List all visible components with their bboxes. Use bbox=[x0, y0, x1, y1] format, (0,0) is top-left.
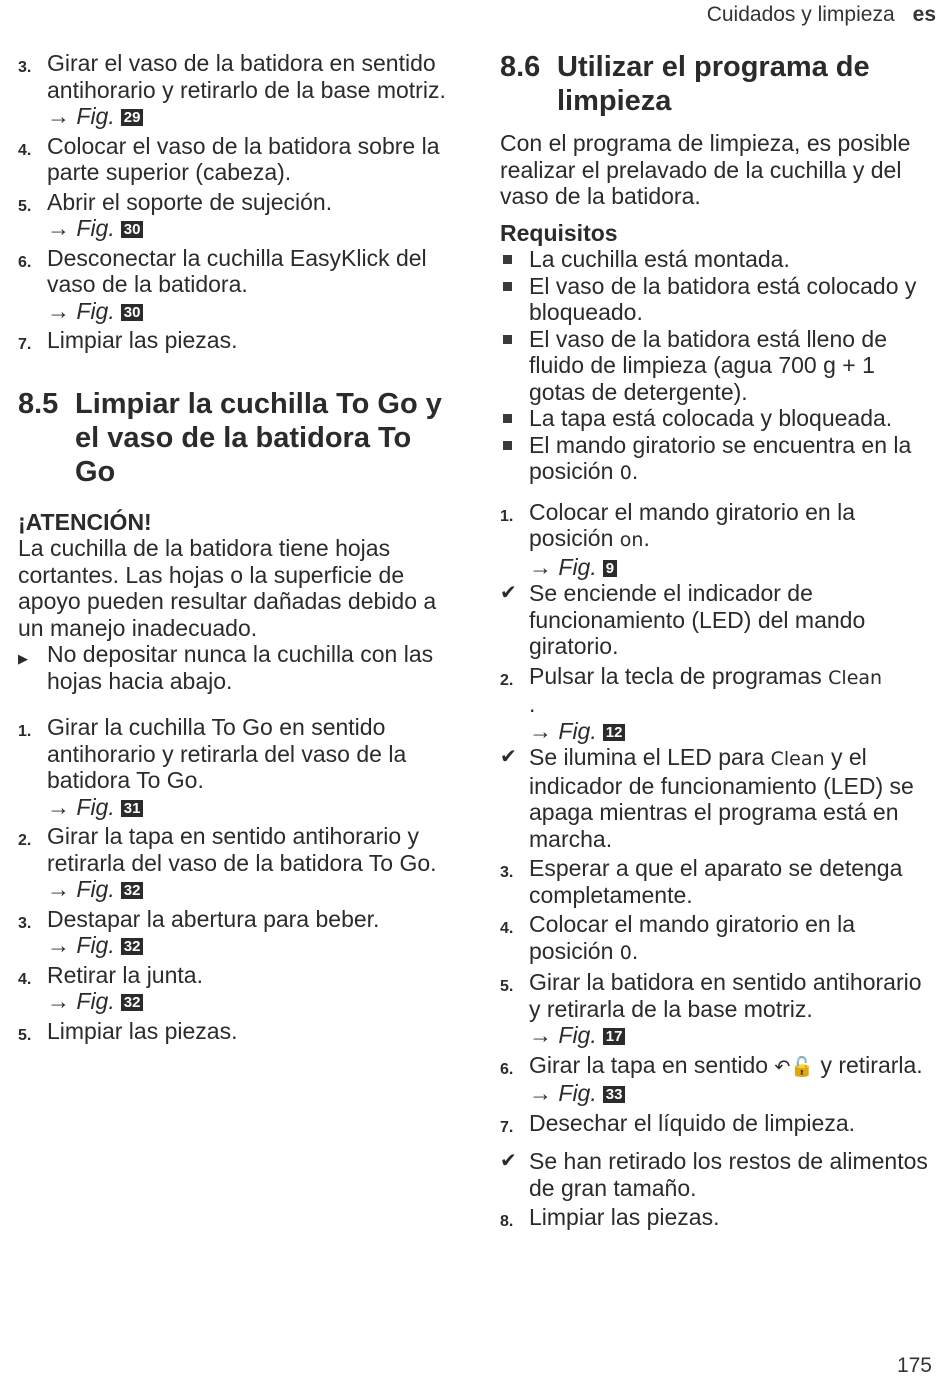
result-item bbox=[500, 1148, 932, 1201]
square-bullet-icon bbox=[500, 405, 529, 432]
step-number: 6. bbox=[500, 1060, 514, 1078]
figure-reference: → Fig. 17 bbox=[529, 1022, 625, 1048]
intro-paragraph: Con el programa de limpieza, es posible realizar el prelavado de la cuchilla y del vaso de la batidora. bbox=[500, 130, 911, 209]
figure-number-badge: 33 bbox=[603, 1086, 626, 1103]
step-text: Colocar el mando giratorio en la posición bbox=[529, 498, 856, 551]
triangle-bullet-icon: ▶ bbox=[18, 651, 28, 666]
checkmark-icon: ✔ bbox=[500, 582, 517, 604]
square-bullet-icon bbox=[500, 326, 529, 406]
figure-number-badge: 29 bbox=[121, 109, 144, 126]
step-number: 7. bbox=[18, 336, 32, 353]
step-text: Destapar la abertura para beber. bbox=[47, 905, 380, 932]
step-number: 4. bbox=[500, 920, 514, 937]
section-heading bbox=[18, 387, 453, 489]
step-text: Retirar la junta. bbox=[47, 961, 203, 988]
result-item: ✔ Se ilumina el LED para Clean y el indicador de funcionamiento (LED) se apaga mientras el programa está en marcha. bbox=[500, 744, 914, 852]
step-text: Limpiar las piezas. bbox=[529, 1204, 720, 1230]
checkmark-icon: ✔ bbox=[500, 746, 517, 768]
result-text: Se han retirado los restos de alimentos de gran tamaño. bbox=[529, 1148, 928, 1201]
step-item bbox=[18, 189, 453, 242]
requirement-text: La tapa está colocada y bloqueada. bbox=[529, 405, 893, 431]
step-item bbox=[18, 823, 453, 903]
right-column bbox=[500, 50, 932, 1236]
step-number: 8. bbox=[500, 1213, 514, 1230]
figure-reference: → Fig. 29 bbox=[47, 103, 143, 129]
step-text: Girar el vaso de la batidora en sentido antihorario y retirarlo de la base motriz. bbox=[47, 50, 446, 103]
figure-reference: → Fig. 9 bbox=[529, 554, 617, 580]
step-text: Girar la batidora en sentido antihorario y retirarla de la base motriz. bbox=[529, 969, 922, 1022]
figure-number-badge: 17 bbox=[603, 1028, 626, 1045]
figure-reference: → Fig. 31 bbox=[47, 794, 143, 820]
step-item: 2. Pulsar la tecla de programas Clean . → Fig. 12 bbox=[500, 662, 883, 744]
step-number: 6. bbox=[18, 253, 32, 271]
program-key-code: Clean bbox=[828, 666, 883, 689]
step-item bbox=[18, 327, 453, 359]
requirement-item: El mando giratorio se encuentra en la posición 0. bbox=[500, 432, 932, 487]
requirement-text: La cuchilla está montada. bbox=[529, 246, 790, 272]
step-text: Girar la cuchilla To Go en sentido antihorario y retirarla del vaso de la batidora To Go. bbox=[47, 714, 407, 793]
step-text: Esperar a que el aparato se detenga completamente. bbox=[529, 855, 903, 908]
step-text: Girar la tapa en sentido antihorario y retirarla del vaso de la batidora To Go. bbox=[47, 823, 437, 876]
running-header bbox=[707, 3, 936, 27]
requirement-item bbox=[500, 326, 932, 406]
requirement-item bbox=[500, 246, 932, 273]
section-number: 8.5 bbox=[18, 387, 59, 420]
step-number: 2. bbox=[18, 832, 32, 849]
step-number: 5. bbox=[500, 978, 514, 995]
position-code: on bbox=[619, 529, 644, 551]
requirement-text: El mando giratorio se encuentra en la posición bbox=[529, 431, 912, 484]
warning-text: La cuchilla de la batidora tiene hojas cortantes. Las hojas o la superficie de apoyo pueden resultar dañadas debido a un manejo inadecuado. bbox=[18, 535, 437, 641]
step-number: 1. bbox=[500, 507, 514, 525]
step-text: Desechar el líquido de limpieza. bbox=[529, 1109, 856, 1136]
figure-number-badge: 9 bbox=[603, 560, 617, 577]
step-text: Colocar el vaso de la batidora sobre la parte superior (cabeza). bbox=[47, 132, 440, 185]
step-item bbox=[18, 245, 453, 325]
step-text: Desconectar la cuchilla EasyKlick del vaso de la batidora. bbox=[47, 244, 427, 297]
square-bullet-icon bbox=[500, 273, 529, 326]
step-item bbox=[500, 855, 932, 908]
step-text: Abrir el soporte de sujeción. bbox=[47, 188, 333, 215]
program-key-code: Clean bbox=[770, 748, 825, 770]
step-item bbox=[500, 1110, 932, 1142]
header-language: es bbox=[912, 3, 936, 26]
step-item bbox=[18, 133, 453, 186]
figure-reference: → Fig. 33 bbox=[529, 1080, 625, 1106]
figure-number-badge: 32 bbox=[121, 882, 144, 899]
warning-action bbox=[18, 641, 453, 694]
step-item bbox=[18, 50, 453, 130]
page-number: 175 bbox=[896, 1354, 932, 1377]
figure-number-badge: 31 bbox=[121, 800, 144, 817]
section-heading bbox=[500, 50, 932, 118]
position-code: 0 bbox=[619, 941, 632, 964]
figure-number-badge: 30 bbox=[121, 221, 144, 238]
figure-reference: → Fig. 12 bbox=[529, 718, 625, 744]
step-item bbox=[500, 969, 932, 1049]
step-item bbox=[18, 1018, 453, 1050]
square-bullet-icon bbox=[500, 246, 529, 273]
step-number: 2. bbox=[500, 671, 514, 689]
step-text: Colocar el mando giratorio en la posición bbox=[529, 911, 856, 964]
step-number: 1. bbox=[18, 723, 32, 740]
step-item bbox=[18, 906, 453, 959]
requirement-item bbox=[500, 405, 932, 432]
step-number: 3. bbox=[18, 59, 32, 76]
figure-number-badge: 32 bbox=[121, 938, 144, 955]
requirement-text: El vaso de la batidora está lleno de fluido de limpieza (agua 700 g + 1 gotas de detergente). bbox=[529, 325, 888, 405]
step-number: 5. bbox=[18, 197, 32, 215]
step-item bbox=[18, 962, 453, 1015]
requirement-item bbox=[500, 273, 932, 326]
step-item: 6. Girar la tapa en sentido ↶🔓 y retirarla. → Fig. 33 bbox=[500, 1051, 923, 1106]
step-number: 3. bbox=[500, 864, 514, 881]
figure-number-badge: 12 bbox=[603, 724, 626, 741]
step-number: 4. bbox=[18, 141, 32, 159]
header-section: Cuidados y limpieza bbox=[706, 3, 895, 26]
section-number: 8.6 bbox=[500, 51, 541, 83]
position-code: 0 bbox=[619, 462, 632, 484]
figure-number-badge: 30 bbox=[121, 304, 144, 321]
step-item: 1. Colocar el mando giratorio en la posición on. → Fig. 9 bbox=[500, 498, 856, 580]
warning-title: ¡ATENCIÓN! bbox=[18, 508, 152, 535]
figure-reference: → Fig. 32 bbox=[47, 988, 143, 1014]
step-item bbox=[500, 1204, 932, 1236]
step-number: 4. bbox=[18, 970, 32, 988]
step-number: 5. bbox=[18, 1026, 32, 1044]
figure-reference: → Fig. 30 bbox=[47, 298, 143, 324]
step-text: Limpiar las piezas. bbox=[47, 327, 238, 353]
requirements-heading: Requisitos bbox=[500, 219, 618, 246]
requirement-text: El vaso de la batidora está colocado y bloqueado. bbox=[529, 272, 917, 325]
section-title: Utilizar el programa de limpieza bbox=[557, 51, 870, 117]
step-text: Limpiar las piezas. bbox=[47, 1017, 238, 1044]
warning-action-text: No depositar nunca la cuchilla con las hojas hacia abajo. bbox=[47, 641, 434, 694]
section-title: Limpiar la cuchilla To Go y el vaso de la batidora To Go bbox=[75, 387, 442, 488]
square-bullet-icon bbox=[500, 432, 529, 487]
step-number: 3. bbox=[18, 914, 32, 932]
result-text: Se enciende el indicador de funcionamiento (LED) del mando giratorio. bbox=[529, 580, 866, 659]
step-item bbox=[18, 714, 453, 820]
unlock-direction-icon: ↶🔓 bbox=[774, 1055, 815, 1078]
figure-reference: → Fig. 32 bbox=[47, 876, 143, 902]
step-item: 4. Colocar el mando giratorio en la posición 0. bbox=[500, 911, 932, 966]
figure-number-badge: 32 bbox=[121, 994, 144, 1011]
left-column bbox=[18, 50, 453, 1049]
figure-reference: → Fig. 32 bbox=[47, 932, 143, 958]
checkmark-icon: ✔ bbox=[500, 1150, 517, 1172]
step-number: 7. bbox=[500, 1118, 514, 1136]
figure-reference: → Fig. 30 bbox=[47, 215, 143, 241]
result-item bbox=[500, 580, 932, 660]
step-text: Pulsar la tecla de programas bbox=[529, 662, 822, 689]
